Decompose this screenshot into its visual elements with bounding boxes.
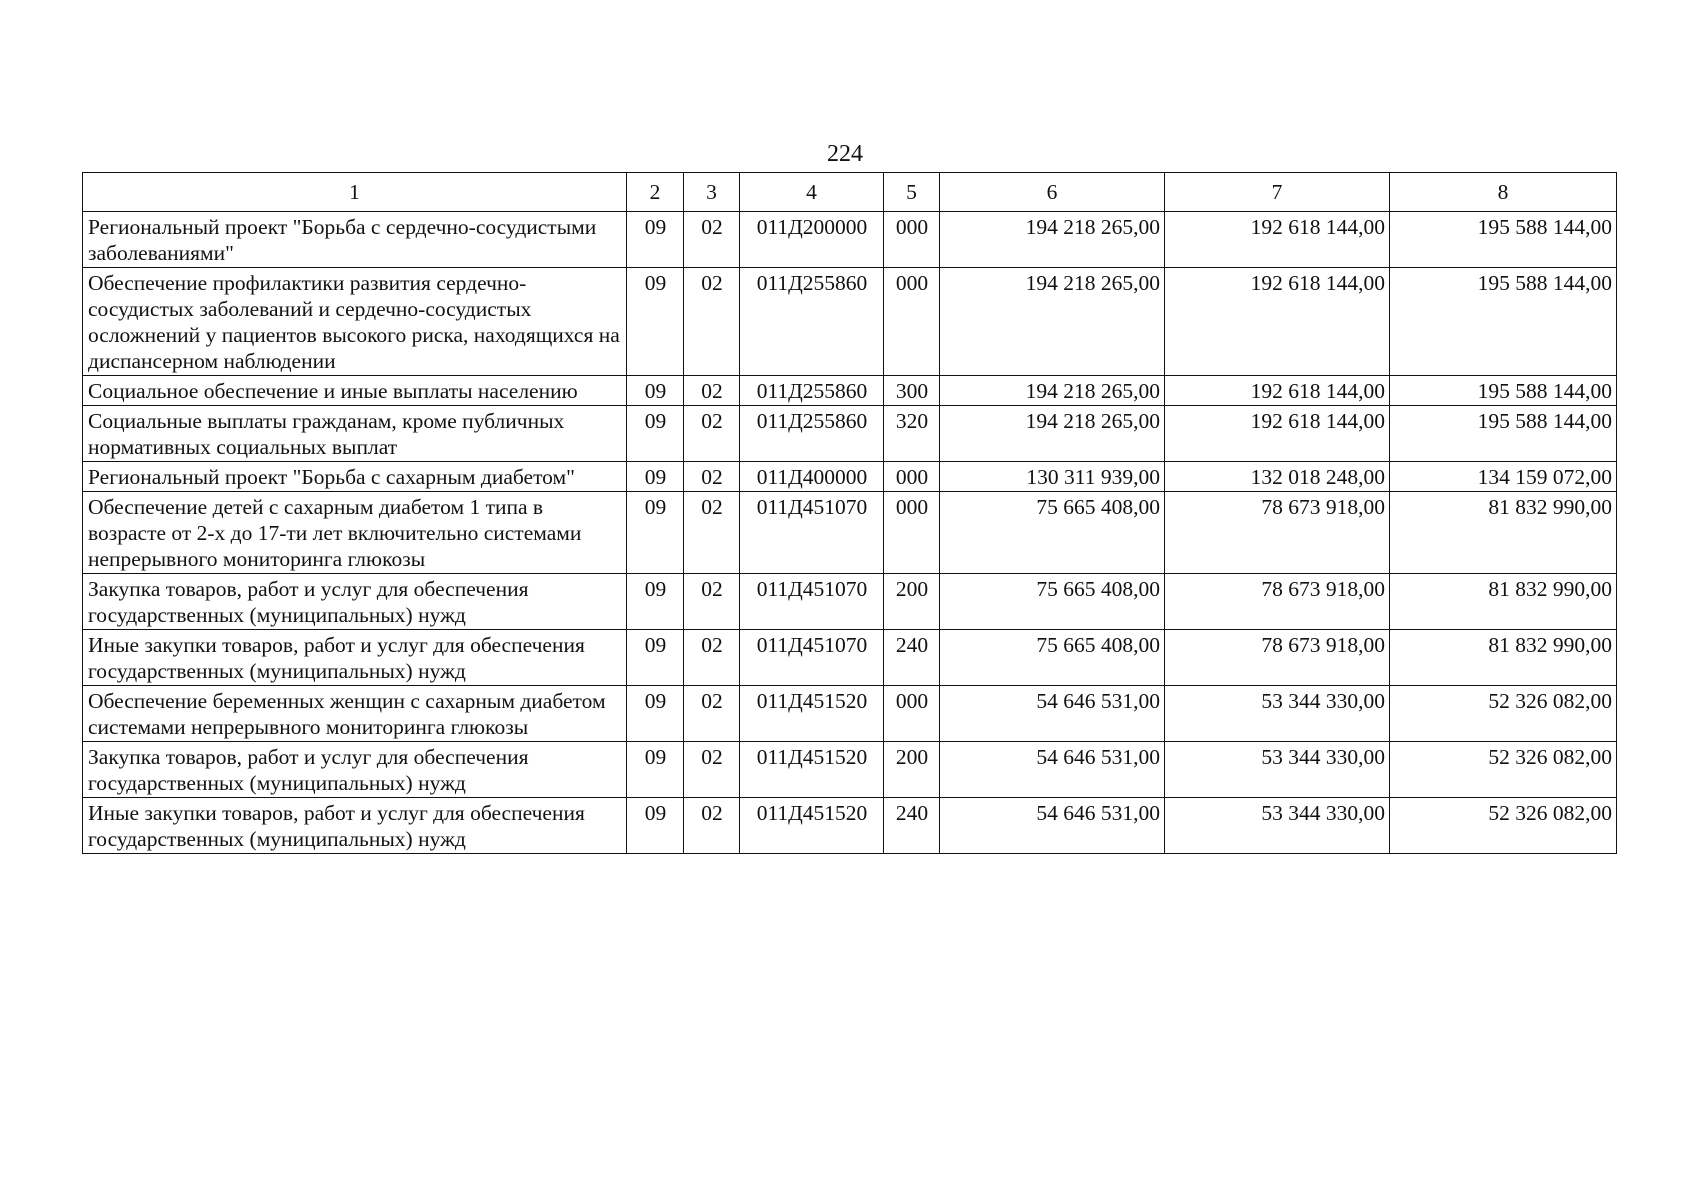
amount-col7-cell: 192 618 144,00	[1165, 376, 1390, 406]
expense-type-cell: 240	[884, 630, 940, 686]
amount-col8-cell: 195 588 144,00	[1390, 212, 1617, 268]
subsection-code-cell: 02	[684, 492, 740, 574]
amount-col8-cell: 52 326 082,00	[1390, 686, 1617, 742]
table-row	[83, 574, 1617, 630]
subsection-code-cell: 02	[684, 798, 740, 854]
header-cell-3: 3	[684, 173, 740, 212]
table-row	[83, 376, 1617, 406]
header-row	[83, 173, 1617, 212]
target-article-cell: 011Д400000	[740, 462, 884, 492]
target-article-cell: 011Д451070	[740, 492, 884, 574]
amount-col7-cell: 78 673 918,00	[1165, 574, 1390, 630]
target-article-cell: 011Д255860	[740, 268, 884, 376]
section-code-cell: 09	[627, 212, 684, 268]
target-article-cell: 011Д451520	[740, 798, 884, 854]
amount-col7-cell: 78 673 918,00	[1165, 492, 1390, 574]
row-name-cell: Региональный проект "Борьба с сахарным диабетом"	[83, 462, 627, 492]
amount-col6-cell: 194 218 265,00	[940, 212, 1165, 268]
row-name-cell: Региональный проект "Борьба с сердечно-сосудистыми заболеваниями"	[83, 212, 627, 268]
amount-col7-cell: 192 618 144,00	[1165, 268, 1390, 376]
section-code-cell: 09	[627, 574, 684, 630]
target-article-cell: 011Д451070	[740, 630, 884, 686]
amount-col8-cell: 81 832 990,00	[1390, 574, 1617, 630]
amount-col6-cell: 194 218 265,00	[940, 268, 1165, 376]
table-row	[83, 798, 1617, 854]
target-article-cell: 011Д255860	[740, 406, 884, 462]
expense-type-cell: 000	[884, 462, 940, 492]
subsection-code-cell: 02	[684, 462, 740, 492]
amount-col6-cell: 54 646 531,00	[940, 798, 1165, 854]
header-cell-5: 5	[884, 173, 940, 212]
subsection-code-cell: 02	[684, 630, 740, 686]
target-article-cell: 011Д451520	[740, 742, 884, 798]
amount-col8-cell: 195 588 144,00	[1390, 376, 1617, 406]
subsection-code-cell: 02	[684, 406, 740, 462]
header-cell-7: 7	[1165, 173, 1390, 212]
header-cell-1: 1	[83, 173, 627, 212]
section-code-cell: 09	[627, 798, 684, 854]
table-row	[83, 742, 1617, 798]
subsection-code-cell: 02	[684, 268, 740, 376]
amount-col7-cell: 192 618 144,00	[1165, 212, 1390, 268]
section-code-cell: 09	[627, 406, 684, 462]
amount-col6-cell: 75 665 408,00	[940, 630, 1165, 686]
amount-col6-cell: 75 665 408,00	[940, 492, 1165, 574]
subsection-code-cell: 02	[684, 212, 740, 268]
amount-col7-cell: 132 018 248,00	[1165, 462, 1390, 492]
subsection-code-cell: 02	[684, 686, 740, 742]
subsection-code-cell: 02	[684, 376, 740, 406]
target-article-cell: 011Д200000	[740, 212, 884, 268]
section-code-cell: 09	[627, 630, 684, 686]
expense-type-cell: 000	[884, 212, 940, 268]
target-article-cell: 011Д255860	[740, 376, 884, 406]
amount-col7-cell: 53 344 330,00	[1165, 742, 1390, 798]
header-cell-6: 6	[940, 173, 1165, 212]
section-code-cell: 09	[627, 742, 684, 798]
row-name-cell: Обеспечение профилактики развития сердечно-сосудистых заболеваний и сердечно-сосудистых осложнений у пациентов высокого риска, находящихся на диспансерном наблюдении	[83, 268, 627, 376]
amount-col6-cell: 75 665 408,00	[940, 574, 1165, 630]
expense-type-cell: 000	[884, 492, 940, 574]
table-row	[83, 630, 1617, 686]
row-name-cell: Социальное обеспечение и иные выплаты населению	[83, 376, 627, 406]
amount-col6-cell: 130 311 939,00	[940, 462, 1165, 492]
table-row	[83, 406, 1617, 462]
expense-type-cell: 300	[884, 376, 940, 406]
amount-col8-cell: 81 832 990,00	[1390, 492, 1617, 574]
amount-col7-cell: 78 673 918,00	[1165, 630, 1390, 686]
row-name-cell: Обеспечение беременных женщин с сахарным диабетом системами непрерывного мониторинга глюкозы	[83, 686, 627, 742]
expense-type-cell: 200	[884, 742, 940, 798]
budget-table	[82, 172, 1617, 854]
target-article-cell: 011Д451070	[740, 574, 884, 630]
table-row	[83, 268, 1617, 376]
amount-col8-cell: 81 832 990,00	[1390, 630, 1617, 686]
section-code-cell: 09	[627, 492, 684, 574]
page-number: 224	[827, 141, 863, 167]
section-code-cell: 09	[627, 462, 684, 492]
amount-col6-cell: 54 646 531,00	[940, 742, 1165, 798]
section-code-cell: 09	[627, 686, 684, 742]
amount-col8-cell: 52 326 082,00	[1390, 798, 1617, 854]
expense-type-cell: 240	[884, 798, 940, 854]
section-code-cell: 09	[627, 268, 684, 376]
amount-col6-cell: 194 218 265,00	[940, 406, 1165, 462]
row-name-cell: Социальные выплаты гражданам, кроме публичных нормативных социальных выплат	[83, 406, 627, 462]
row-name-cell: Иные закупки товаров, работ и услуг для обеспечения государственных (муниципальных) нужд	[83, 798, 627, 854]
amount-col6-cell: 54 646 531,00	[940, 686, 1165, 742]
table-row	[83, 686, 1617, 742]
amount-col7-cell: 53 344 330,00	[1165, 798, 1390, 854]
row-name-cell: Закупка товаров, работ и услуг для обеспечения государственных (муниципальных) нужд	[83, 574, 627, 630]
expense-type-cell: 320	[884, 406, 940, 462]
table-row	[83, 212, 1617, 268]
subsection-code-cell: 02	[684, 742, 740, 798]
header-cell-8: 8	[1390, 173, 1617, 212]
row-name-cell: Иные закупки товаров, работ и услуг для обеспечения государственных (муниципальных) нужд	[83, 630, 627, 686]
amount-col8-cell: 134 159 072,00	[1390, 462, 1617, 492]
subsection-code-cell: 02	[684, 574, 740, 630]
amount-col7-cell: 192 618 144,00	[1165, 406, 1390, 462]
amount-col8-cell: 195 588 144,00	[1390, 268, 1617, 376]
row-name-cell: Закупка товаров, работ и услуг для обеспечения государственных (муниципальных) нужд	[83, 742, 627, 798]
row-name-cell: Обеспечение детей с сахарным диабетом 1 типа в возрасте от 2-х до 17-ти лет включительно системами непрерывного мониторинга глюкозы	[83, 492, 627, 574]
amount-col6-cell: 194 218 265,00	[940, 376, 1165, 406]
amount-col7-cell: 53 344 330,00	[1165, 686, 1390, 742]
expense-type-cell: 000	[884, 686, 940, 742]
table-row	[83, 462, 1617, 492]
target-article-cell: 011Д451520	[740, 686, 884, 742]
amount-col8-cell: 52 326 082,00	[1390, 742, 1617, 798]
header-cell-2: 2	[627, 173, 684, 212]
section-code-cell: 09	[627, 376, 684, 406]
header-cell-4: 4	[740, 173, 884, 212]
expense-type-cell: 000	[884, 268, 940, 376]
table-row	[83, 492, 1617, 574]
amount-col8-cell: 195 588 144,00	[1390, 406, 1617, 462]
expense-type-cell: 200	[884, 574, 940, 630]
